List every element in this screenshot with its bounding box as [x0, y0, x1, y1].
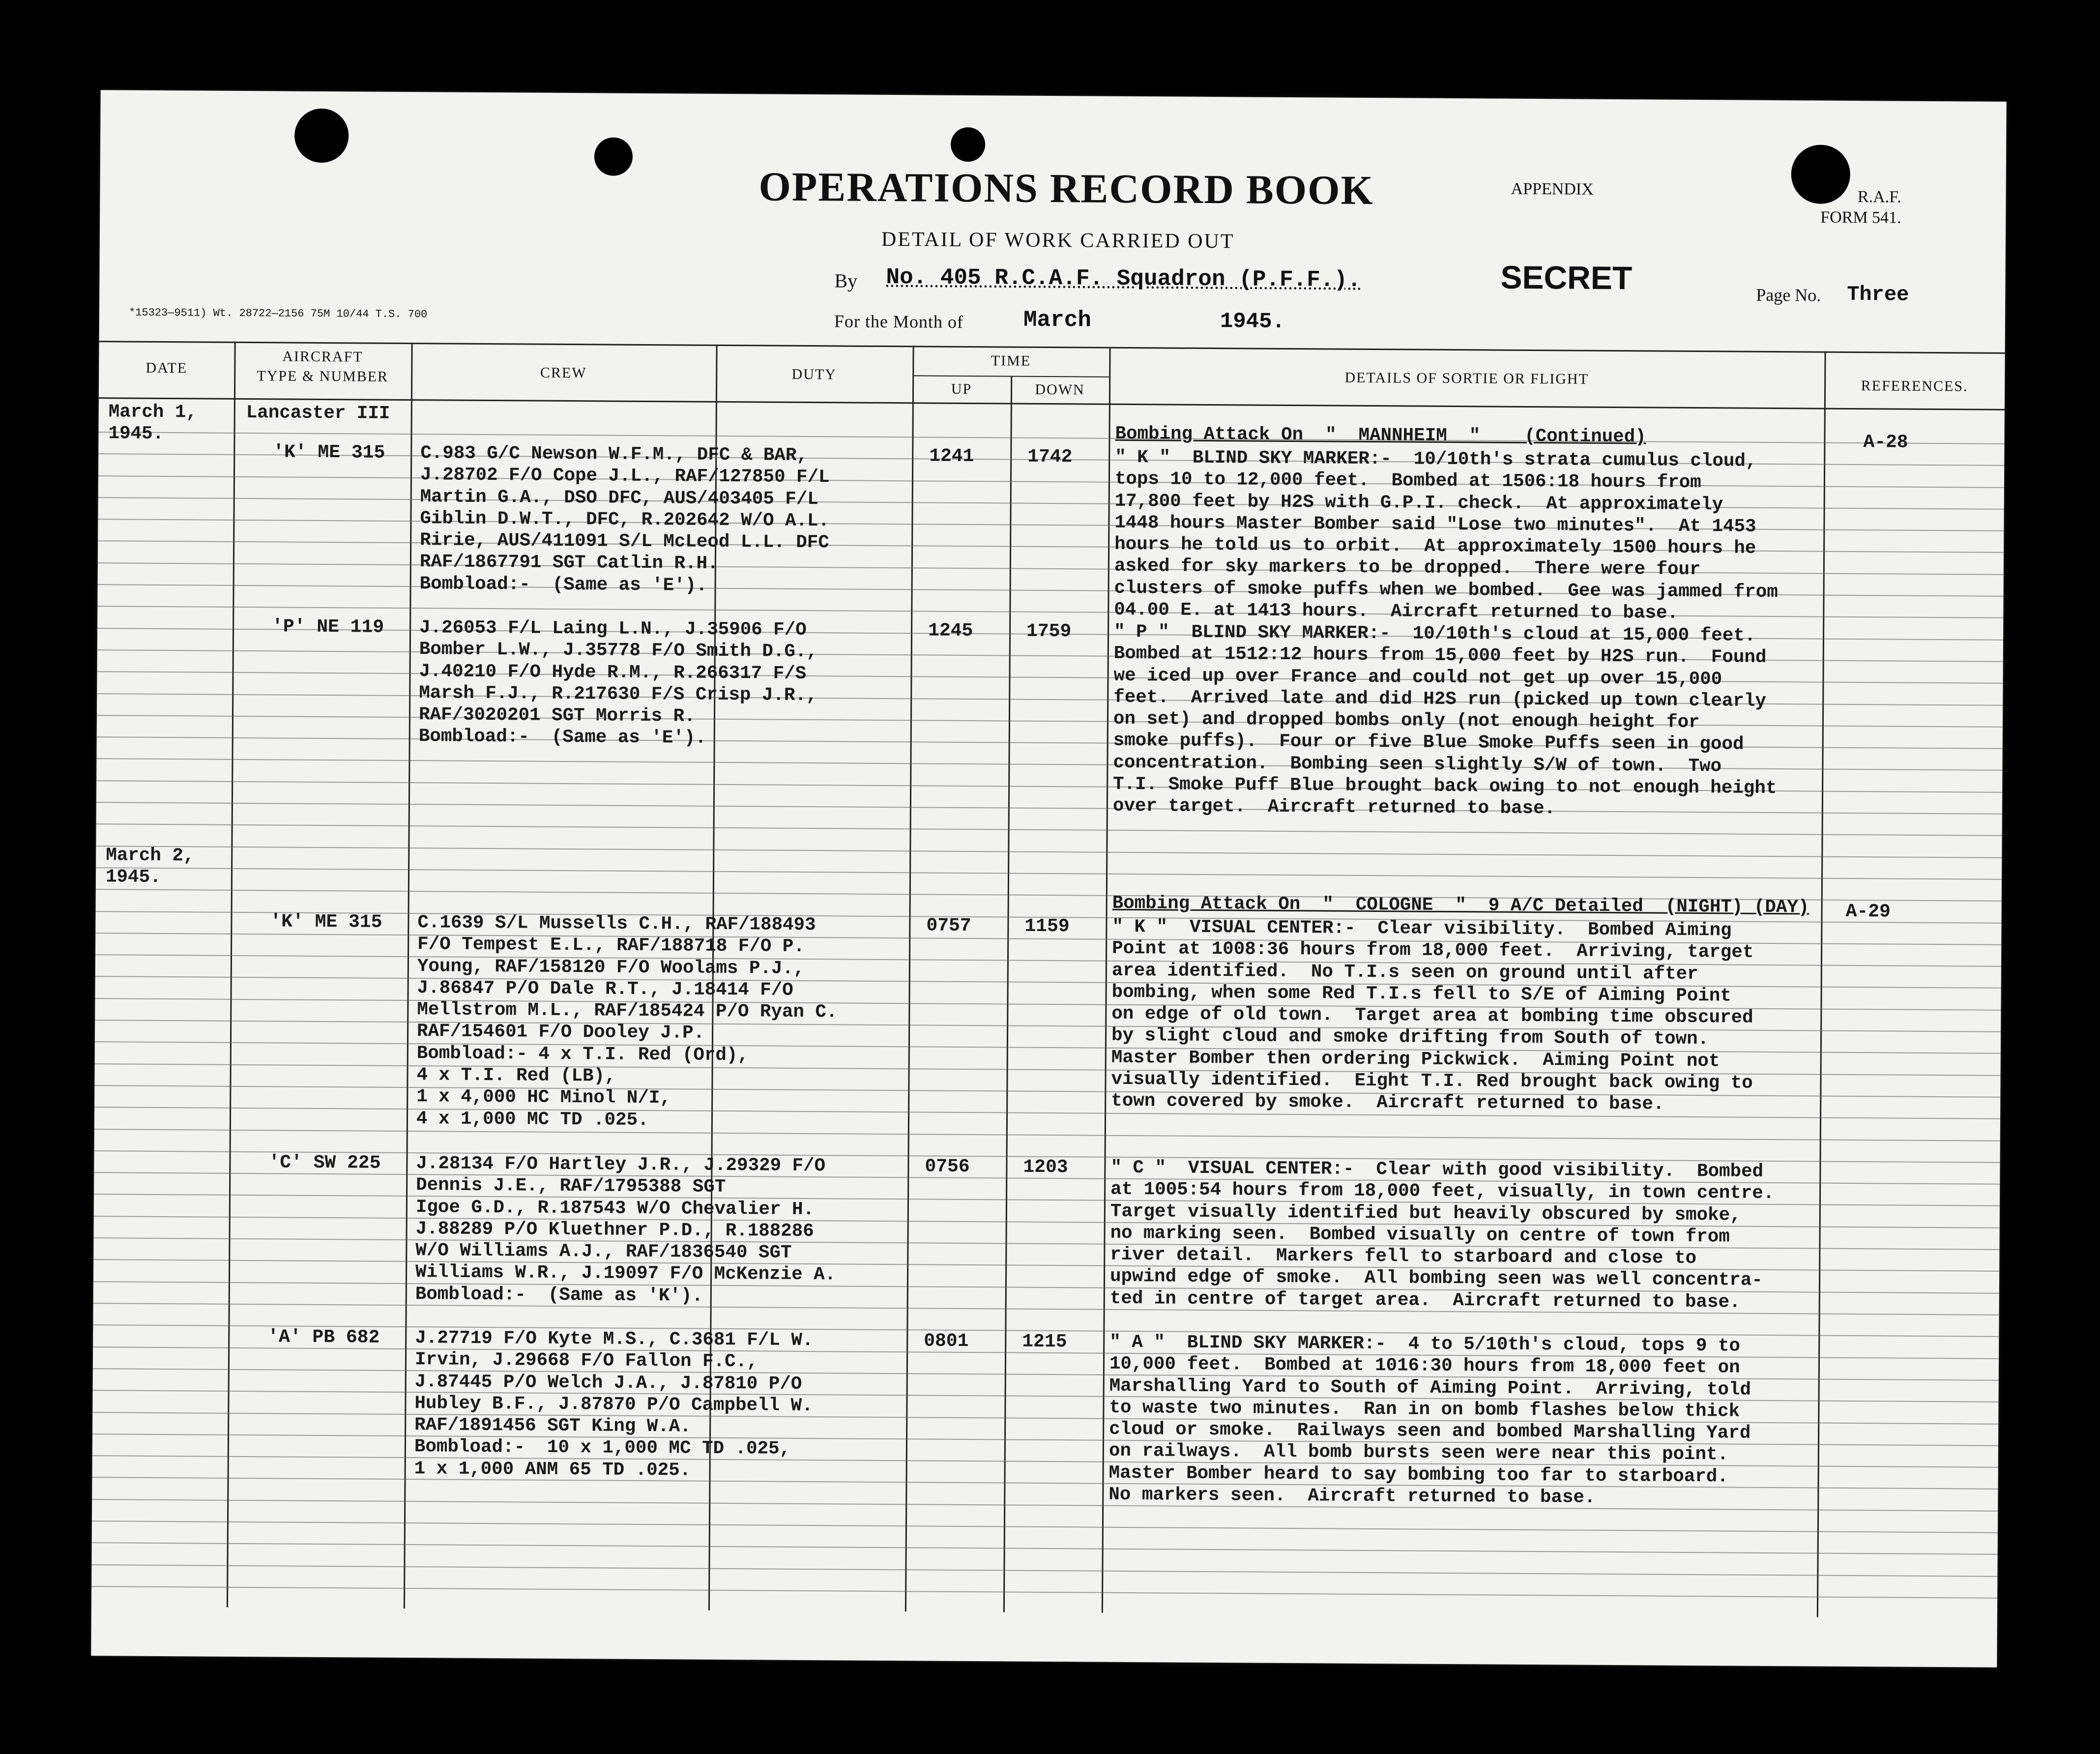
aircraft-number: 'C' SW 225 [268, 1152, 381, 1174]
form-id: R.A.F. FORM 541. [1820, 188, 1901, 227]
reference: A-29 [1845, 901, 1891, 923]
print-code: *15323—9511) Wt. 28722—2156 75M 10/44 T.S. 700 [128, 306, 428, 321]
aircraft-type: Lancaster III [246, 403, 390, 424]
col-header-aircraft: AIRCRAFT TYPE & NUMBER [257, 348, 389, 385]
crew-list: J.28134 F/O Hartley J.R., J.29329 F/O Dennis J.E., RAF/1795388 SGT Igoe G.D., R.187543 W/O Chevalier H. J.88289 P/O Kluethner P.D., R.188286 W/O Williams A.J., RAF/1836540 SGT Williams W.R., J.19097 F/O McKenzie A. Bombload:- (Same as 'K'). [415, 1153, 836, 1307]
sortie-details: " A " BLIND SKY MARKER:- 4 to 5/10th's cloud, tops 9 to 10,000 feet. Bombed at 1016:30 hours from 18,000 feet on Marshalling Yard to South of Aiming Point. Arriving, told to waste two minutes. Ran in on bomb flashes below thick cloud or smoke. Railways seen and bombed Marshalling Yard on railways. All bomb bursts seen were near this point. Master Bomber heard to say bombing too far to starboard. No markers seen. Aircraft returned to base. [1108, 1332, 1751, 1508]
time-down: 1742 [1027, 446, 1073, 468]
col-divider [1817, 351, 1826, 1617]
time-up: 1245 [928, 620, 973, 642]
time-down: 1759 [1026, 620, 1072, 643]
sortie-details: " K " VISUAL CENTER:- Clear visibility. Bombed Aiming Point at 1008:36 hours from 18,000 feet. Arriving, target area identified. No T.I.s seen on ground until after bombing, when some Red T.I.s fell to S/E of Aiming Point on edge of old town. Target area at bombing time obscured by slight cloud and smoke drifting from South of town. Master Bomber then ordering Pickwick. Aiming Point not visually identified. Eight T.I. Red brought back owing to town covered by smoke. Aircraft returned to base. [1111, 916, 1754, 1115]
sortie-details: " C " VISUAL CENTER:- Clear with good visibility. Bombed at 1005:54 hours from 18,000 feet, visually, in town centre. Target visually identified but heavily obscured by smoke, no marking seen. Bombed visually on centre of town from river detail. Markers fell to starboard and close to upwind edge of smoke. All bombing seen was well concentra- ted in centre of target area. Aircraft returned to base. [1109, 1157, 1775, 1313]
col-header-references: REFERENCES. [1861, 378, 1968, 395]
crew-list: C.1639 S/L Mussells C.H., RAF/188493 F/O Tempest E.L., RAF/188718 F/O P. Young, RAF/158120 F/O Woolams P.J., J.86847 P/O Dale R.T., J.18414 F/O Mellstrom M.L., RAF/185424 P/O Ryan C. RAF/154601 F/O Dooley J.P. Bombload:- 4 x T.I. Red (Ord), 4 x T.I. Red (LB), 1 x 4,000 HC Minol N/I, 4 x 1,000 MC TD .025. [416, 912, 838, 1131]
time-down: 1215 [1022, 1331, 1067, 1353]
aircraft-number: 'K' ME 315 [273, 441, 385, 464]
aircraft-number: 'P' NE 119 [271, 616, 384, 638]
ruled-line [94, 1129, 2000, 1141]
col-header-down: DOWN [1035, 381, 1085, 398]
reference: A-28 [1863, 432, 1908, 453]
time-up: 0801 [924, 1330, 969, 1352]
sortie-details: " K " BLIND SKY MARKER:- 10/10th's strata cumulus cloud, tops 10 to 12,000 feet. Bombed at 1506:18 hours from 17,800 feet by H2S with G.P.I. check. At approximately 1448 hours Master Bomber said "Lose two minutes". At 1453 hours he told us to orbit. At approximately 1500 hours he asked for sky markers to be dropped. There were four clusters of smoke puffs when we bombed. Gee was jammed from 04.00 E. at 1413 hours. Aircraft returned to base. [1114, 447, 1778, 624]
page-number: Three [1847, 282, 1909, 307]
classification-stamp: SECRET [1500, 259, 1633, 296]
ruled-lines [101, 90, 2007, 102]
col-header-time: TIME [991, 352, 1031, 369]
sortie-heading: Bombing Attack On " MANNHEIM " (Continued) [1115, 423, 1646, 448]
crew-list: J.26053 F/L Laing L.N., J.35906 F/O Bomber L.W., J.35778 F/O Smith D.G., J.40210 F/O Hyde R.M., R.266317 F/S Marsh F.J., R.217630 F/S Crisp J.R., RAF/3020201 SGT Morris R. Bombload:- (Same as 'E'). [418, 617, 818, 749]
col-header-up: UP [951, 380, 972, 398]
ruled-line [92, 1542, 1998, 1555]
time-down: 1159 [1024, 915, 1070, 937]
squadron-name: No. 405 R.C.A.F. Squadron (P.F.F.). [886, 264, 1361, 293]
aircraft-number: 'K' ME 315 [270, 911, 382, 933]
crew-list: C.983 G/C Newson W.F.M., DFC & BAR, J.28702 F/O Cope J.L., RAF/127850 F/L Martin G.A., DSO DFC, AUS/403405 F/L Giblin D.W.T., DFC, R.202642 W/O A.L. Ririe, AUS/411091 S/L McLeod L.L. DFC RAF/1867791 SGT Catlin R.H. Bombload:- (Same as 'E'). [419, 443, 830, 596]
time-up: 0756 [925, 1156, 970, 1178]
ruled-line [96, 867, 2002, 880]
form-subtitle: DETAIL OF WORK CARRIED OUT [881, 228, 1235, 253]
ruled-line [91, 1586, 1997, 1599]
page-number-label: Page No. [1756, 285, 1821, 305]
time-up: 1241 [929, 445, 974, 468]
time-up: 0757 [926, 915, 971, 937]
year-value: 1945. [1220, 309, 1285, 334]
ruled-line [96, 846, 2002, 858]
col-divider [905, 346, 914, 1611]
form-title: OPERATIONS RECORD BOOK [758, 164, 1374, 214]
sortie-details: " P " BLIND SKY MARKER:- 10/10th's cloud at 15,000 feet. Bombed at 1512:12 hours from 15,000 feet by H2S run. Found we iced up over France and could not get up over 15,000 feet. Arrived late and did H2S run (picked up town clearly on set) and dropped bombs only (not enough height for smoke puffs). Four or five Blue Smoke Puffs seen in good concentration. Bombing seen slightly S/W of town. Two T.I. Smoke Puff Blue brought back owing to not enough height over target. Aircraft returned to base. [1112, 621, 1777, 819]
col-header-crew: CREW [540, 364, 587, 381]
date-march-2: March 2, 1945. [105, 845, 195, 888]
by-label: By [834, 269, 858, 292]
punch-hole [294, 109, 349, 163]
col-divider [404, 343, 413, 1608]
date-march-1: March 1, 1945. [108, 402, 197, 445]
month-label: For the Month of [834, 311, 964, 332]
col-divider [227, 342, 236, 1608]
appendix-label: APPENDIX [1511, 179, 1594, 199]
sortie-heading: Bombing Attack On " COLOGNE " 9 A/C Detailed (NIGHT) (DAY) [1112, 893, 1809, 918]
col-header-date: DATE [146, 359, 188, 377]
col-divider [1003, 376, 1012, 1612]
col-header-details: DETAILS OF SORTIE OR FLIGHT [1344, 369, 1589, 387]
ruled-line [92, 1520, 1998, 1533]
time-down: 1203 [1023, 1156, 1068, 1178]
punch-hole [594, 137, 633, 175]
month-value: March [1023, 307, 1092, 333]
aircraft-number: 'A' PB 682 [267, 1326, 380, 1348]
record-sheet [91, 90, 2006, 1667]
col-header-duty: DUTY [791, 366, 837, 383]
ruled-line [96, 823, 2002, 836]
ruled-line [91, 1564, 1997, 1577]
punch-hole [951, 127, 985, 162]
crew-list: J.27719 F/O Kyte M.S., C.3681 F/L W. Irvin, J.29668 F/O Fallon F.C., J.87445 P/O Welch J.A., J.87810 P/O Hubley B.F., J.87870 P/O Campbell W. RAF/1891456 SGT King W.A. Bombload:- 10 x 1,000 MC TD .025, 1 x 1,000 ANM 65 TD .025. [414, 1328, 814, 1481]
